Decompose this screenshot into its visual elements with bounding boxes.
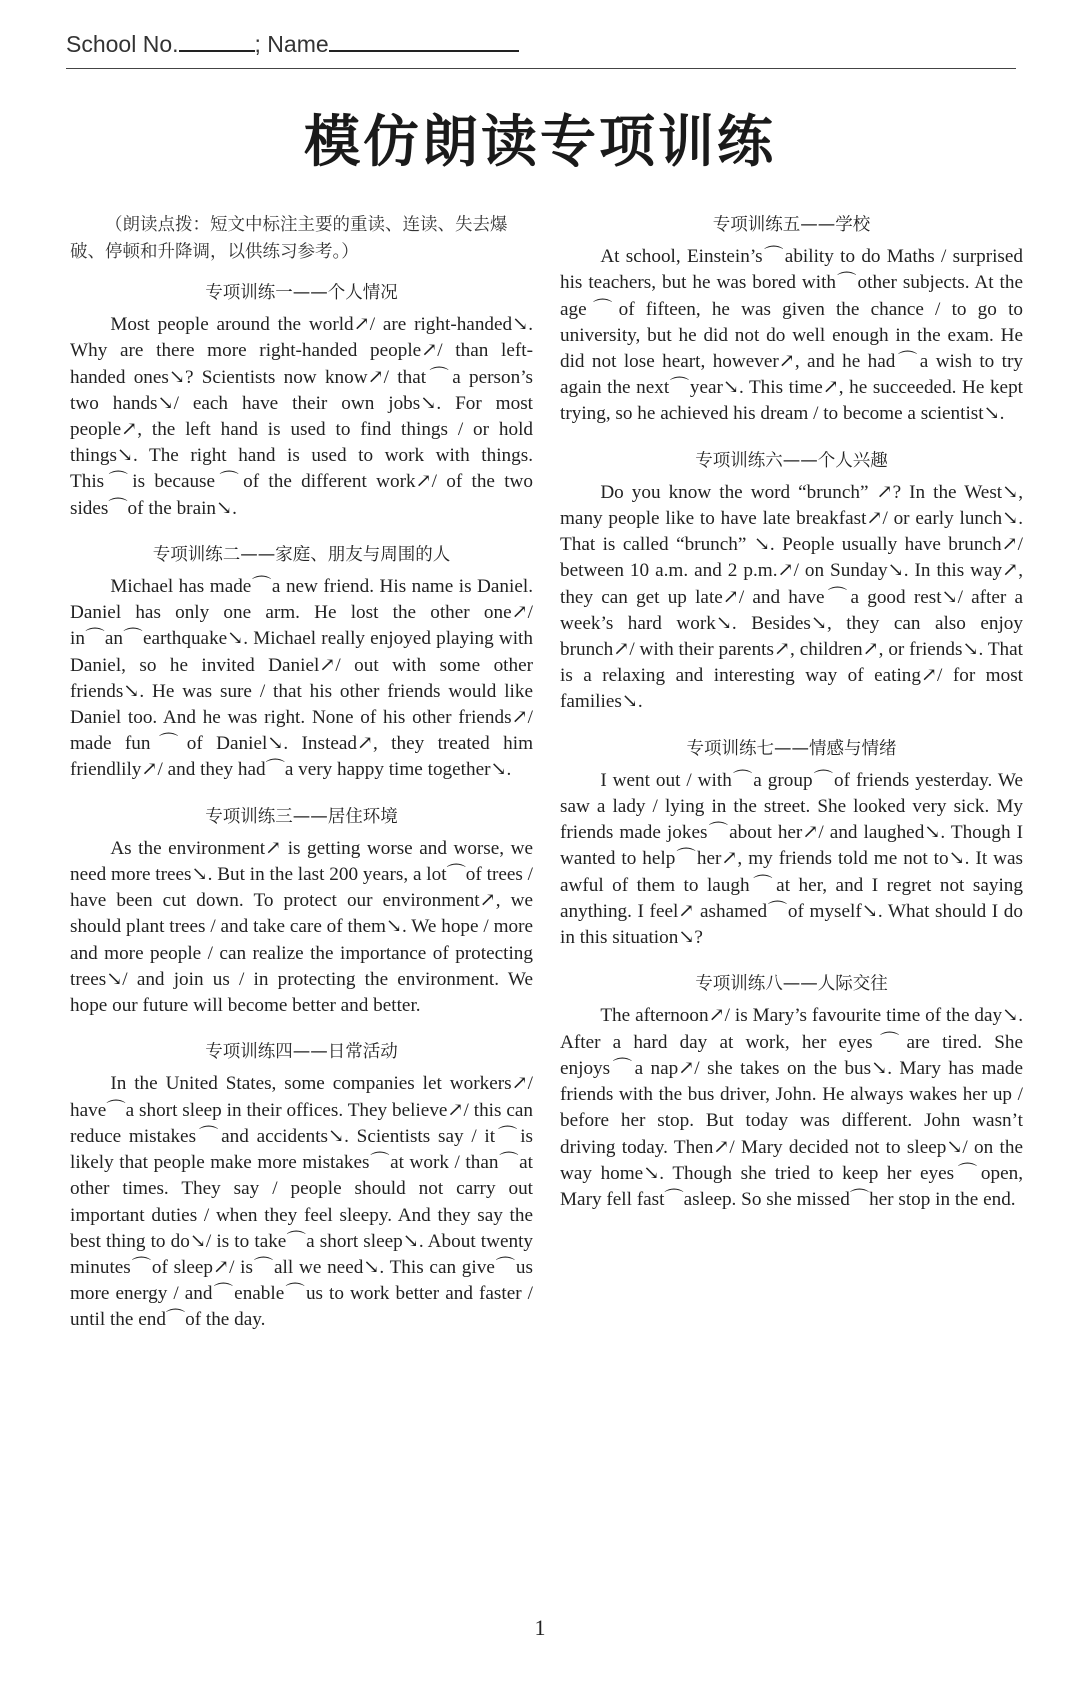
name-label: ; Name xyxy=(254,31,329,57)
section-heading: 专项训练八——人际交往 xyxy=(695,974,888,995)
section-heading: 专项训练二——家庭、朋友与周围的人 xyxy=(152,544,451,565)
intro-note: （朗读点拨：短文中标注主要的重读、连读、失去爆破、停顿和升降调，以供练习参考。） xyxy=(70,215,508,262)
name-blank xyxy=(329,30,519,52)
right-column xyxy=(560,212,1023,1213)
section-text: In the United States, some companies let workers↗/ have⌒a short sleep in their offices. They believe↗/ this can reduce mistakes⌒and accidents↘. Scientists say / it⌒is likely that people make more mistakes⌒at work / than⌒at other times. They say / people should not carry out important duties / when they feel sleepy. And they say the best thing to do↘/ is to take⌒a short sleep↘. About twenty minutes⌒of sleep↗/ is⌒all we need↘. This can give⌒us more energy / and⌒enable⌒us to work better and faster / until the end⌒of the day. xyxy=(70,1073,533,1331)
section-text: Most people around the world↗/ are right-handed↘. Why are there more right-handed people↗/ than left-handed ones↘? Scientists now know↗/ that⌒a person’s two hands↘/ each have their own jobs↘. For most people↗, the left hand is used to find things / or hold things↘. The right hand is used to work with things. This⌒is because⌒of the different work↗/ of the two sides⌒of the brain↘. xyxy=(70,314,533,519)
section-text: As the environment↗ is getting worse and worse, we need more trees↘. But in the last 200 years, a lot⌒of trees / have been cut down. To protect our environment↗, we should plant trees / and take care of them↘. We hope / more and more people / can realize the importance of protecting trees↘/ and join us / in protecting the environment. We hope our future will become better and better. xyxy=(70,837,533,1017)
school-no-label: School No. xyxy=(66,31,179,57)
section-heading: 专项训练四——日常活动 xyxy=(205,1042,398,1063)
section-heading: 专项训练一——个人情况 xyxy=(205,283,398,303)
school-no-blank xyxy=(179,30,255,52)
page-number: 1 xyxy=(534,1615,546,1640)
section-text: The afternoon↗/ is Mary’s favourite time of the day↘. After a hard day at work, her eyes⌒are tired. She enjoys⌒a nap↗/ she takes on the bus↘. Mary has made friends with the bus driver, John. He always wakes her up / before her stop. But today was different. John wasn’t driving today. Then↗/ Mary decided not to sleep↘/ on the way home↘. Though she tried to keep her eyes⌒open, Mary fell fast⌒asleep. So she missed⌒her stop in the end. xyxy=(560,1005,1023,1210)
section-text: Do you know the word “brunch” ↗? In the West↘, many people like to have late breakfast↗/ or early lunch↘. That is called “brunch” ↘. People usually have brunch↗/ between 10 a.m. and 2 p.m.↗/ on Sunday↘. In this way↗, they can get up late↗/ and have⌒a good rest↘/ after a week’s hard work↘. Besides↘, they can also enjoy brunch↗/ with their parents↗, children↗, or friends↘. That is a relaxing and interesting way of eating↗/ for most families↘. xyxy=(560,481,1023,713)
section-heading: 专项训练七——情感与情绪 xyxy=(686,738,897,759)
left-column xyxy=(70,212,533,1334)
section-text: Michael has made⌒a new friend. His name is Daniel. Daniel has only one arm. He lost the other one↗/ in⌒an⌒earthquake↘. Michael really enjoyed playing with Daniel, so he invited Daniel↗/ out with some other friends↘. He was sure / that his other friends would like Daniel too. And he was right. None of his other friends↗/ made fun⌒of Daniel↘. Instead↗, they treated him friendlily↗/ and they had⌒a very happy time together↘. xyxy=(70,576,533,781)
section-text: I went out / with⌒a group⌒of friends yesterday. We saw a lady / lying in the street. She looked very sick. My friends made jokes⌒about her↗/ and laughed↘. Though I wanted to help⌒her↗, my friends told me not to↘. It was awful of them to laugh⌒at her, and I regret not saying anything. I feel↗ ashamed⌒of myself↘. What should I do in this situation↘? xyxy=(560,769,1023,949)
section-heading: 专项训练三——居住环境 xyxy=(205,806,398,827)
section-heading: 专项训练六——个人兴趣 xyxy=(695,450,888,471)
header-bar xyxy=(66,30,1016,69)
section-text: At school, Einstein’s⌒ability to do Maths / surprised his teachers, but he was bored with⌒other subjects. At the age⌒of fifteen, he was given the chance / to go to university, but he did not do well enough in the exam. He did not lose heart, however↗, and he had⌒a wish to try again the next⌒year↘. This time↗, he succeeded. He kept trying, so he achieved his dream / to become a scientist↘. xyxy=(560,246,1023,425)
section-heading: 专项训练五——学校 xyxy=(712,215,871,235)
page-title: 模仿朗读专项训练 xyxy=(304,110,776,175)
